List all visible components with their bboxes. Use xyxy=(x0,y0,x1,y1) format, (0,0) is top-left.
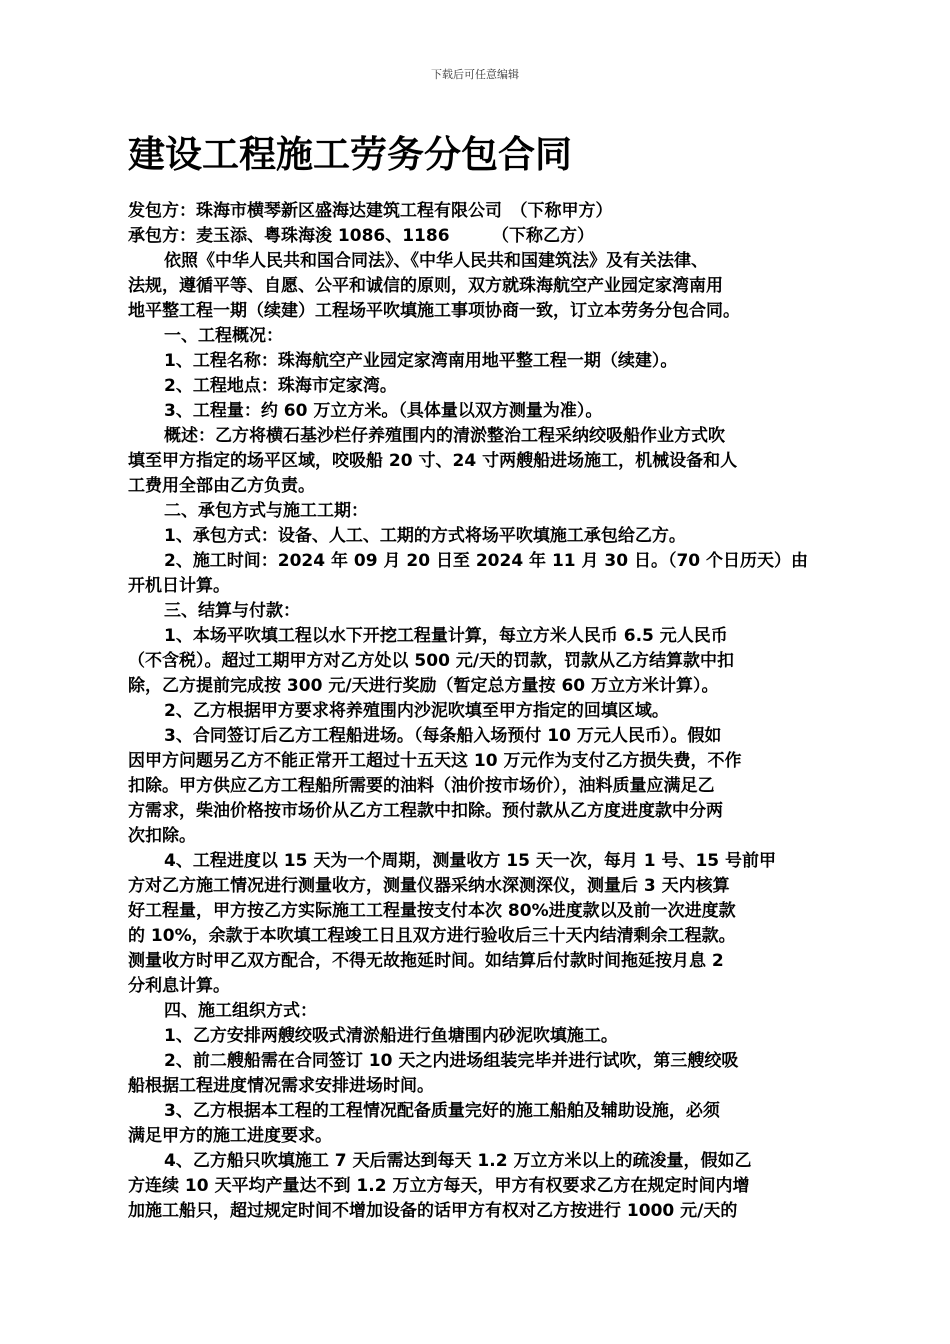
paragraph-line: 加施工船只，超过规定时间不增加设备的话甲方有权对乙方按进行 1000 元/天的 xyxy=(128,1201,738,1221)
paragraph-line: 因甲方问题另乙方不能正常开工超过十五天这 10 万元作为支付乙方损失费，不作 xyxy=(128,751,742,771)
paragraph-line: 1、工程名称：珠海航空产业园定家湾南用地平整工程一期（续建）。 xyxy=(164,351,678,371)
paragraph-line: 法规，遵循平等、自愿、公平和诚信的原则，双方就珠海航空产业园定家湾南用 xyxy=(128,276,723,296)
paragraph-line: 3、工程量：约 60 万立方米。（具体量以双方测量为准）。 xyxy=(164,401,603,421)
paragraph-line: 1、本场平吹填工程以水下开挖工程量计算，每立方米人民币 6.5 元人民币 xyxy=(164,626,728,646)
paragraph-line: 的 10%，余款于本吹填工程竣工日且双方进行验收后三十天内结清剩余工程款。 xyxy=(128,926,736,946)
paragraph-line: 4、乙方船只吹填施工 7 天后需达到每天 1.2 万立方米以上的疏浚量，假如乙 xyxy=(164,1151,752,1171)
paragraph-line: 四、施工组织方式： xyxy=(164,1001,317,1021)
paragraph-line: 1、承包方式：设备、人工、工期的方式将场平吹填施工承包给乙方。 xyxy=(164,526,686,546)
paragraph-line: 满足甲方的施工进度要求。 xyxy=(128,1126,332,1146)
paragraph-line: 三、结算与付款： xyxy=(164,601,300,621)
paragraph-line: 3、合同签订后乙方工程船进场。（每条船入场预付 10 万元人民币）。假如 xyxy=(164,726,722,746)
paragraph-line: 方连续 10 天平均产量达不到 1.2 万立方每天，甲方有权要求乙方在规定时间内增 xyxy=(128,1176,750,1196)
paragraph-line: 扣除。甲方供应乙方工程船所需要的油料（油价按市场价），油料质量应满足乙 xyxy=(128,776,715,796)
paragraph-line: 测量收方时甲乙双方配合，不得无故拖延时间。如结算后付款时间拖延按月息 2 xyxy=(128,951,724,971)
paragraph-line: 好工程量，甲方按乙方实际施工工程量按支付本次 80%进度款以及前一次进度款 xyxy=(128,901,736,921)
paragraph-line: 1、乙方安排两艘绞吸式清淤船进行鱼塘围内砂泥吹填施工。 xyxy=(164,1026,618,1046)
paragraph-line: 船根据工程进度情况需求安排进场时间。 xyxy=(128,1076,434,1096)
paragraph-line: 3、乙方根据本工程的工程情况配备质量完好的施工船舶及辅助设施，必须 xyxy=(164,1101,720,1121)
paragraph-line: 4、工程进度以 15 天为一个周期，测量收方 15 天一次，每月 1 号、15 号前甲 xyxy=(164,851,777,871)
paragraph-line: 地平整工程一期（续建）工程场平吹填施工事项协商一致，订立本劳务分包合同。 xyxy=(128,301,740,321)
document-body xyxy=(128,199,808,1224)
paragraph-line: 开机日计算。 xyxy=(128,576,230,596)
paragraph-line: 填至甲方指定的场平区域，咬吸船 20 寸、24 寸两艘船进场施工，机械设备和人 xyxy=(128,451,738,471)
paragraph-line: 2、施工时间：2024 年 09 月 20 日至 2024 年 11 月 30 日。（70 个日历天）由 xyxy=(164,551,808,571)
paragraph-line: 工费用全部由乙方负责。 xyxy=(128,476,315,496)
paragraph-line: （不含税）。超过工期甲方对乙方处以 500 元/天的罚款，罚款从乙方结算款中扣 xyxy=(128,651,735,671)
paragraph-line: 方需求，柴油价格按市场价从乙方工程款中扣除。预付款从乙方度进度款中分两 xyxy=(128,801,723,821)
document-title: 建设工程施工劳务分包合同 xyxy=(128,133,572,176)
paragraph-line: 承包方：麦玉添、粤珠海浚 1086、1186 （下称乙方） xyxy=(128,226,595,246)
paragraph-line: 除，乙方提前完成按 300 元/天进行奖励（暂定总方量按 60 万立方米计算）。 xyxy=(128,676,719,696)
paragraph-line: 分利息计算。 xyxy=(128,976,230,996)
paragraph-line: 2、乙方根据甲方要求将养殖围内沙泥吹填至甲方指定的回填区域。 xyxy=(164,701,669,721)
paragraph-line: 方对乙方施工情况进行测量收方，测量仪器采纳水深测深仪，测量后 3 天内核算 xyxy=(128,876,730,896)
paragraph-line: 一、工程概况： xyxy=(164,326,283,346)
paragraph-line: 概述：乙方将横石基沙栏仔养殖围内的清淤整治工程采纳绞吸船作业方式吹 xyxy=(164,426,725,446)
paragraph-line: 二、承包方式与施工工期： xyxy=(164,501,368,521)
paragraph-line: 2、工程地点：珠海市定家湾。 xyxy=(164,376,397,396)
paragraph-line: 次扣除。 xyxy=(128,826,196,846)
paragraph-line: 发包方：珠海市横琴新区盛海达建筑工程有限公司 （下称甲方） xyxy=(128,201,613,221)
header-note: 下载后可任意编辑 xyxy=(431,68,519,81)
paragraph-line: 依照《中华人民共和国合同法》、《中华人民共和国建筑法》及有关法律、 xyxy=(164,251,708,271)
paragraph-line: 2、前二艘船需在合同签订 10 天之内进场组装完毕并进行试吹，第三艘绞吸 xyxy=(164,1051,739,1071)
